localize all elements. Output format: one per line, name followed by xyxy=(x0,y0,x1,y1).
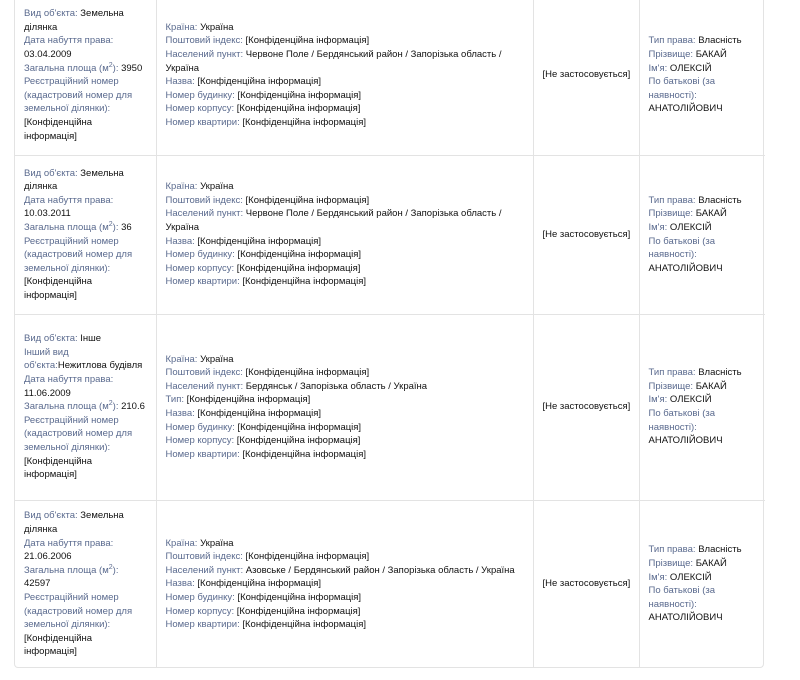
settlement-label: Населений пункт: xyxy=(165,208,244,220)
house-label: Номер будинку: xyxy=(165,89,235,101)
object-cell xyxy=(15,155,156,314)
surname-label: Прізвище: xyxy=(648,558,694,570)
surname-label: Прізвище: xyxy=(648,49,694,61)
surname-label: Прізвище: xyxy=(648,380,694,392)
house-value: [Конфіденційна інформація] xyxy=(237,89,362,101)
patronymic-label: По батькові (за наявності): xyxy=(648,585,715,610)
address-type-value: [Конфіденційна інформація] xyxy=(186,394,311,406)
right-type-value: Власність xyxy=(698,544,742,556)
country-value: Україна xyxy=(200,181,234,193)
country-label: Країна: xyxy=(165,21,198,33)
country-label: Країна: xyxy=(165,537,198,549)
first-name-value: ОЛЕКСІЙ xyxy=(669,394,712,406)
settlement-value: Бердянськ / Запорізька область / Україна xyxy=(245,380,428,392)
corpus-label: Номер корпусу: xyxy=(165,605,235,617)
other-type-value: Нежитлова будівля xyxy=(57,360,143,372)
cost-value: [Не застосовується] xyxy=(542,69,631,81)
owner-cell xyxy=(639,500,765,668)
first-name-value: ОЛЕКСІЙ xyxy=(669,571,712,583)
apartment-value: [Конфіденційна інформація] xyxy=(242,276,366,288)
patronymic-label: По батькові (за наявності): xyxy=(648,235,715,261)
cadastral-label: Реєстраційний номер (кадастровий номер для земельної ділянки): xyxy=(24,414,133,453)
settlement-label: Населений пункт: xyxy=(165,49,244,61)
first-name-label: Ім'я: xyxy=(648,221,668,233)
acquisition-date-label: Дата набуття права: xyxy=(24,35,114,47)
settlement-label: Населений пункт: xyxy=(165,380,244,392)
cost-cell xyxy=(533,314,639,500)
street-name-label: Назва: xyxy=(165,76,195,88)
cadastral-value: [Конфіденційна інформація] xyxy=(24,117,93,142)
address-cell xyxy=(156,314,533,500)
corpus-label: Номер корпусу: xyxy=(165,103,235,115)
right-type-label: Тип права: xyxy=(648,367,696,379)
area-label: Загальна площа (м xyxy=(24,401,109,413)
acquisition-date-value: 10.03.2011 xyxy=(24,208,71,220)
surname-value: БАКАЙ xyxy=(695,208,727,220)
table-row xyxy=(15,155,765,314)
postal-label: Поштовий індекс: xyxy=(165,194,243,206)
area-value: 42597 xyxy=(24,578,51,590)
apartment-label: Номер квартири: xyxy=(165,276,240,288)
settlement-label: Населений пункт: xyxy=(165,564,244,576)
house-label: Номер будинку: xyxy=(165,592,235,604)
owner-cell xyxy=(639,155,765,314)
area-unit-sup: 2 xyxy=(108,400,113,408)
cost-value: [Не застосовується] xyxy=(542,578,631,590)
address-cell xyxy=(156,500,533,668)
first-name-label: Ім'я: xyxy=(648,571,668,583)
area-label-close: ): xyxy=(112,62,119,74)
acquisition-date-label: Дата набуття права: xyxy=(24,537,114,549)
patronymic-label: По батькові (за наявності): xyxy=(648,76,715,101)
country-value: Україна xyxy=(200,537,234,549)
acquisition-date-value: 03.04.2009 xyxy=(24,49,72,61)
object-type-value: Інше xyxy=(80,333,102,345)
area-label-close: ): xyxy=(112,564,119,576)
cost-cell xyxy=(533,155,639,314)
corpus-label: Номер корпусу: xyxy=(165,262,235,274)
cost-value: [Не застосовується] xyxy=(542,228,631,240)
patronymic-value: АНАТОЛІЙОВИЧ xyxy=(648,262,723,274)
cadastral-label: Реєстраційний номер (кадастровий номер для земельної ділянки): xyxy=(24,76,133,115)
postal-label: Поштовий індекс: xyxy=(165,367,243,379)
apartment-label: Номер квартири: xyxy=(165,448,240,460)
street-name-label: Назва: xyxy=(165,408,195,419)
postal-value: [Конфіденційна інформація] xyxy=(245,551,370,563)
surname-value: БАКАЙ xyxy=(695,49,727,61)
country-label: Країна: xyxy=(165,181,198,193)
house-value: [Конфіденційна інформація] xyxy=(237,421,362,433)
area-label: Загальна площа (м xyxy=(24,221,109,233)
corpus-label: Номер корпусу: xyxy=(165,435,235,447)
corpus-value: [Конфіденційна інформація] xyxy=(236,103,361,115)
address-cell xyxy=(156,0,533,155)
right-type-value: Власність xyxy=(698,367,742,379)
cadastral-value: [Конфіденційна інформація] xyxy=(24,276,93,301)
surname-value: БАКАЙ xyxy=(695,558,727,570)
first-name-value: ОЛЕКСІЙ xyxy=(669,62,712,74)
corpus-value: [Конфіденційна інформація] xyxy=(236,435,361,447)
first-name-value: ОЛЕКСІЙ xyxy=(669,221,712,233)
table-row xyxy=(15,0,765,155)
surname-value: БАКАЙ xyxy=(695,380,727,392)
area-label: Загальна площа (м xyxy=(24,564,109,576)
right-type-label: Тип права: xyxy=(648,35,696,47)
property-table-container xyxy=(14,0,764,668)
object-type-value: Земельна ділянка xyxy=(24,510,124,536)
patronymic-value: АНАТОЛІЙОВИЧ xyxy=(648,435,723,447)
street-name-value: [Конфіденційна інформація] xyxy=(197,408,322,419)
object-type-label: Вид об'єкта: xyxy=(24,510,78,522)
house-label: Номер будинку: xyxy=(165,421,235,433)
area-label-close: ): xyxy=(112,401,119,413)
street-name-value: [Конфіденційна інформація] xyxy=(197,578,322,590)
country-value: Україна xyxy=(200,21,234,33)
cost-value: [Не застосовується] xyxy=(542,401,631,413)
acquisition-date-label: Дата набуття права: xyxy=(24,194,114,206)
object-type-label: Вид об'єкта: xyxy=(24,167,78,179)
acquisition-date-value: 21.06.2006 xyxy=(24,551,72,563)
area-unit-sup: 2 xyxy=(108,220,113,228)
area-value: 210.6 xyxy=(121,401,145,413)
cadastral-value: [Конфіденційна інформація] xyxy=(24,455,93,481)
cadastral-label: Реєстраційний номер (кадастровий номер для земельної ділянки): xyxy=(24,592,133,631)
cost-cell xyxy=(533,500,639,668)
area-unit-sup: 2 xyxy=(108,61,113,69)
cost-cell xyxy=(533,0,639,155)
owner-cell xyxy=(639,0,765,155)
right-type-label: Тип права: xyxy=(648,194,696,206)
area-label: Загальна площа (м xyxy=(24,62,109,74)
country-value: Україна xyxy=(200,353,234,365)
area-value: 36 xyxy=(121,221,132,233)
postal-label: Поштовий індекс: xyxy=(165,551,243,563)
other-type-label: Інший вид об'єкта: xyxy=(24,346,69,372)
postal-label: Поштовий індекс: xyxy=(165,35,243,47)
apartment-value: [Конфіденційна інформація] xyxy=(242,448,366,460)
right-type-value: Власність xyxy=(698,35,742,47)
right-type-label: Тип права: xyxy=(648,544,696,556)
settlement-value: Азовське / Бердянський район / Запорізька область / Україна xyxy=(245,564,515,576)
settlement-value: Червоне Поле / Бердянський район / Запорізька область / Україна xyxy=(165,208,502,233)
street-name-label: Назва: xyxy=(165,235,195,247)
postal-value: [Конфіденційна інформація] xyxy=(245,194,370,206)
house-value: [Конфіденційна інформація] xyxy=(237,592,362,604)
area-unit-sup: 2 xyxy=(108,563,113,571)
acquisition-date-value: 11.06.2009 xyxy=(24,387,71,399)
street-name-label: Назва: xyxy=(165,578,195,590)
first-name-label: Ім'я: xyxy=(648,62,668,74)
house-value: [Конфіденційна інформація] xyxy=(237,249,362,261)
country-label: Країна: xyxy=(165,353,198,365)
table-row xyxy=(15,500,765,668)
cadastral-label: Реєстраційний номер (кадастровий номер для земельної ділянки): xyxy=(24,235,133,274)
patronymic-label: По батькові (за наявності): xyxy=(648,408,715,433)
object-cell xyxy=(15,500,156,668)
street-name-value: [Конфіденційна інформація] xyxy=(197,235,322,247)
patronymic-value: АНАТОЛІЙОВИЧ xyxy=(648,103,723,115)
object-cell xyxy=(15,0,156,155)
corpus-value: [Конфіденційна інформація] xyxy=(236,605,361,617)
apartment-label: Номер квартири: xyxy=(165,117,240,129)
owner-cell xyxy=(639,314,765,500)
object-type-label: Вид об'єкта: xyxy=(24,8,78,20)
apartment-value: [Конфіденційна інформація] xyxy=(242,117,366,129)
apartment-value: [Конфіденційна інформація] xyxy=(242,619,366,631)
object-type-label: Вид об'єкта: xyxy=(24,333,78,345)
first-name-label: Ім'я: xyxy=(648,394,668,406)
address-cell xyxy=(156,155,533,314)
settlement-value: Червоне Поле / Бердянський район / Запорізька область / Україна xyxy=(165,49,502,74)
object-type-value: Земельна ділянка xyxy=(24,167,124,193)
table-row xyxy=(15,314,765,500)
object-cell xyxy=(15,314,156,500)
acquisition-date-label: Дата набуття права: xyxy=(24,374,114,386)
object-type-value: Земельна ділянка xyxy=(24,8,124,33)
house-label: Номер будинку: xyxy=(165,249,235,261)
address-type-label: Тип: xyxy=(165,394,184,406)
patronymic-value: АНАТОЛІЙОВИЧ xyxy=(648,612,723,624)
right-type-value: Власність xyxy=(698,194,742,206)
property-table xyxy=(15,0,765,668)
corpus-value: [Конфіденційна інформація] xyxy=(236,262,361,274)
postal-value: [Конфіденційна інформація] xyxy=(245,367,370,379)
apartment-label: Номер квартири: xyxy=(165,619,240,631)
street-name-value: [Конфіденційна інформація] xyxy=(197,76,322,88)
area-value: 3950 xyxy=(121,62,143,74)
area-label-close: ): xyxy=(112,221,119,233)
cadastral-value: [Конфіденційна інформація] xyxy=(24,632,93,658)
surname-label: Прізвище: xyxy=(648,208,694,220)
postal-value: [Конфіденційна інформація] xyxy=(245,35,370,47)
